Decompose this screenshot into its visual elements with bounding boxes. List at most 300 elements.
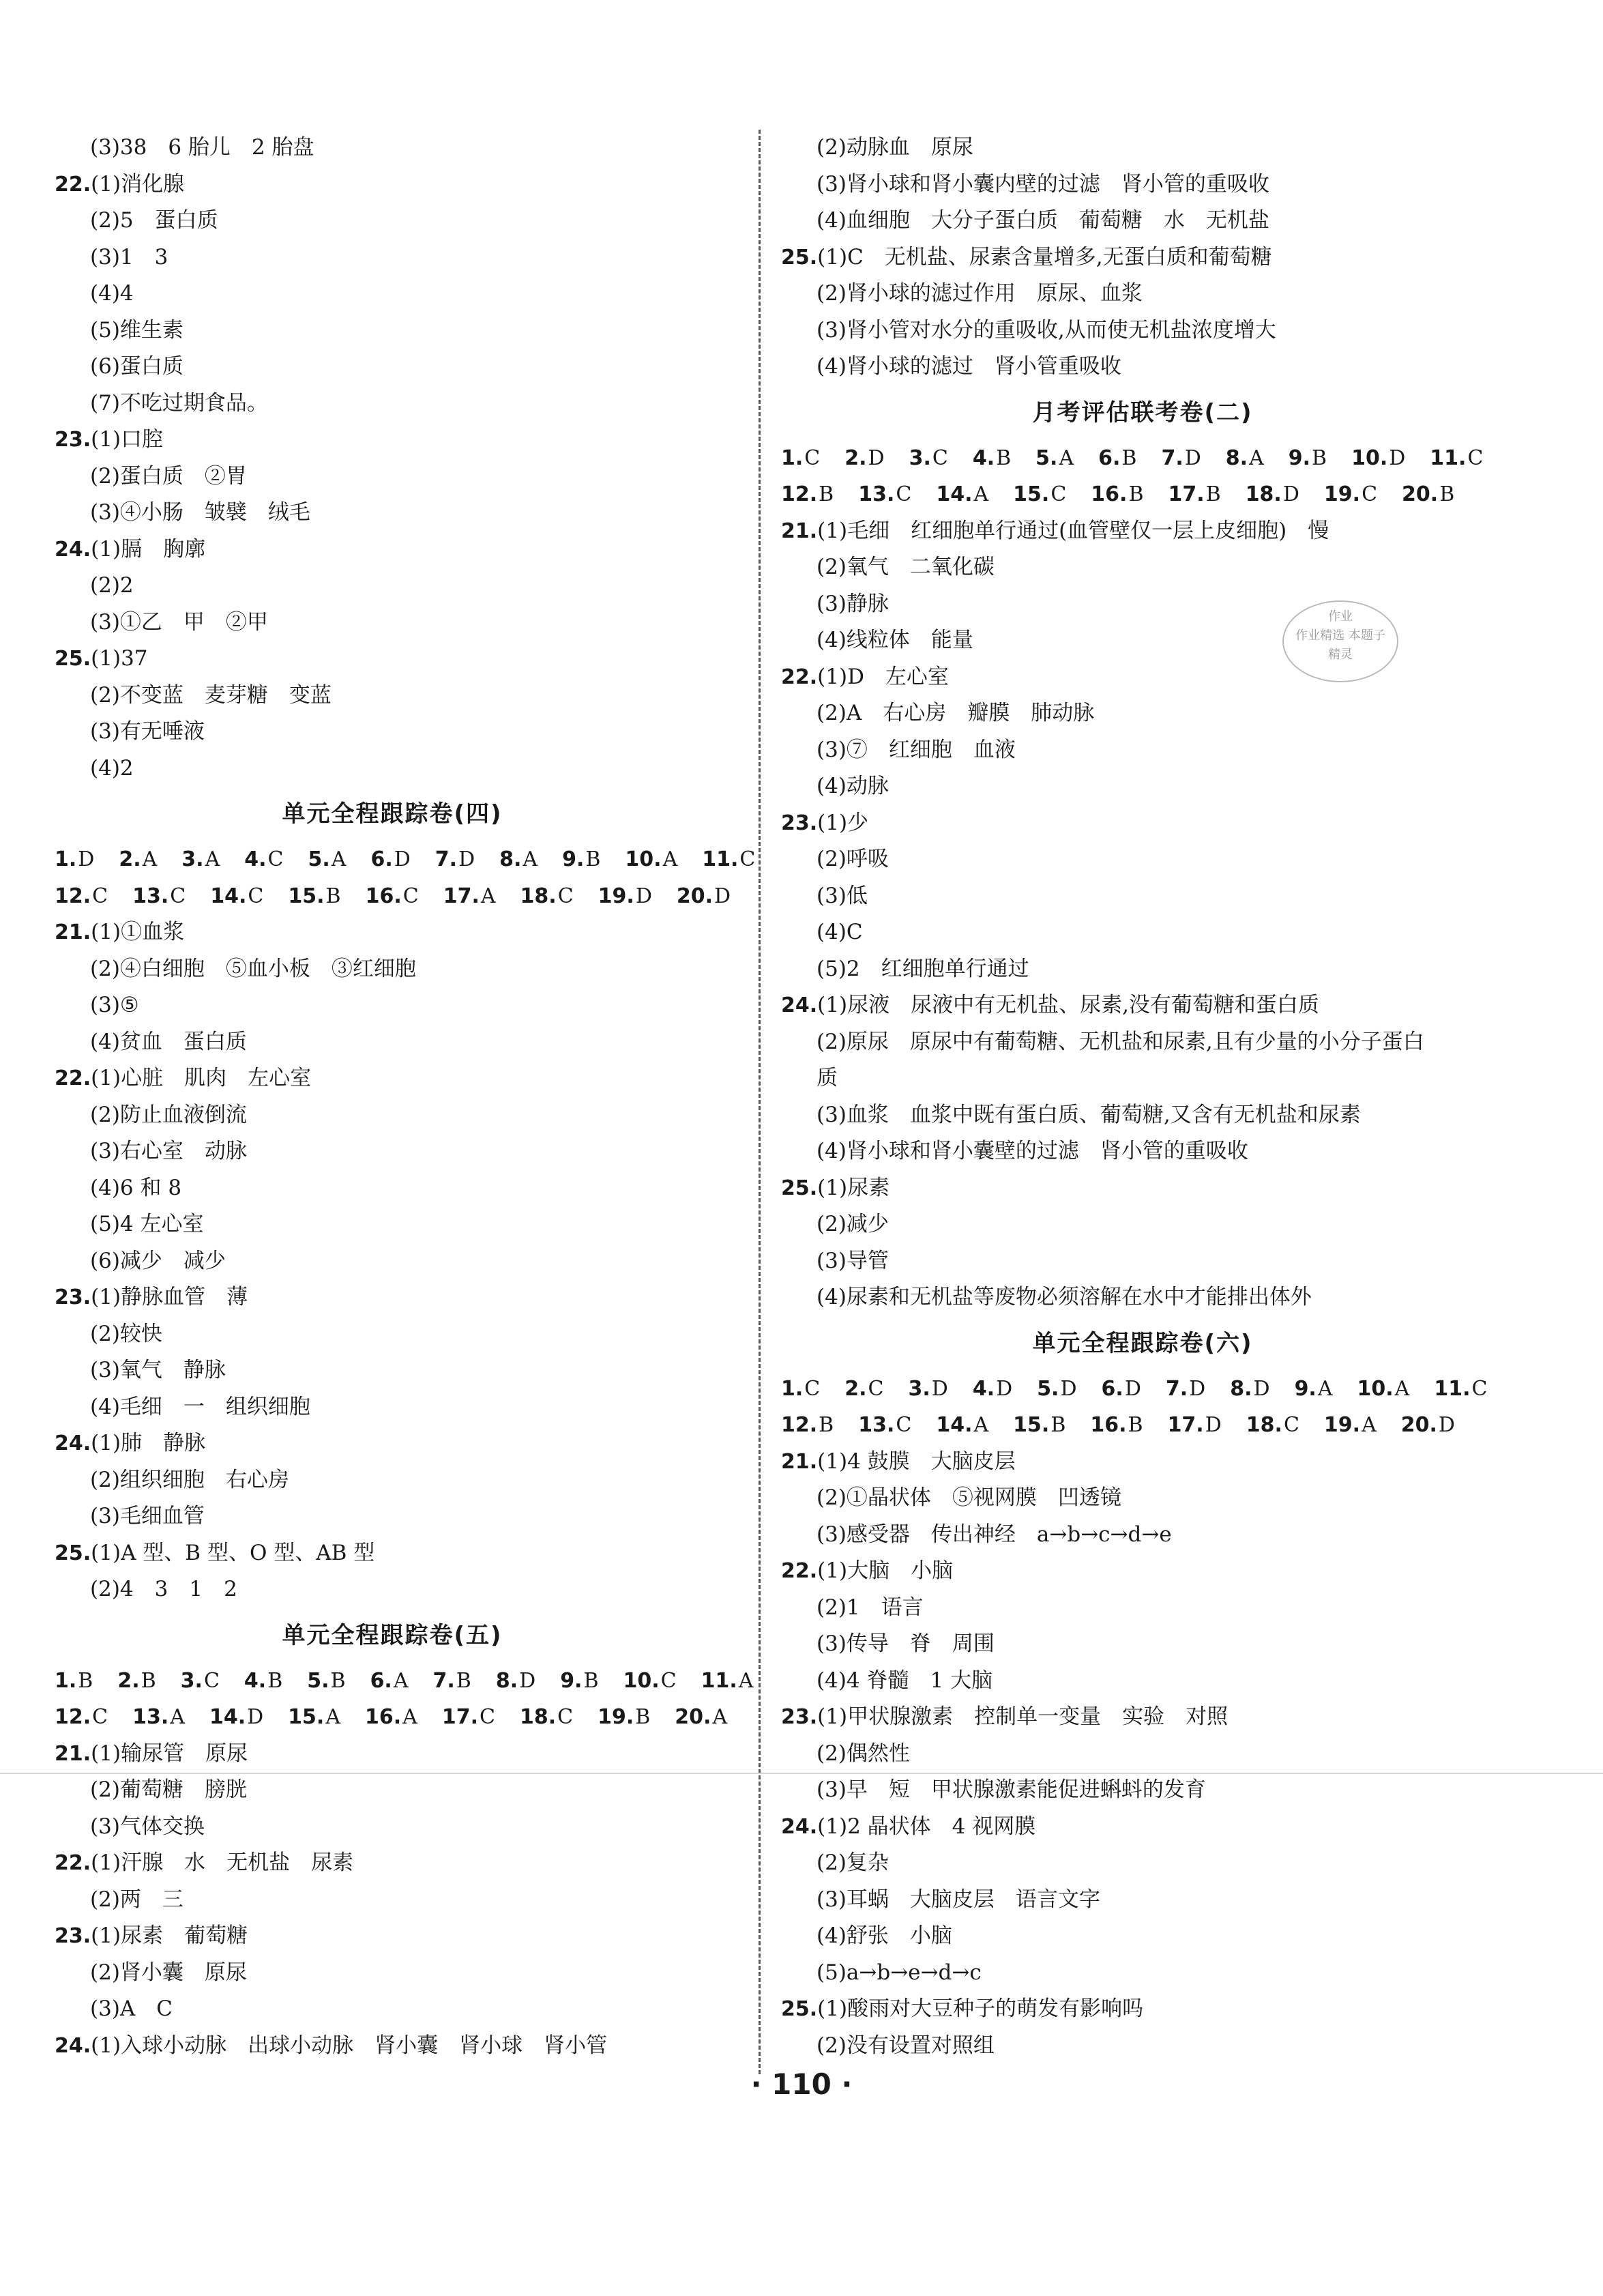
answer-line: (2)①晶状体 ⑤视网膜 凹透镜 — [817, 1485, 1121, 1510]
answer-text: (1)尿素 — [817, 1175, 890, 1200]
answer-line — [55, 914, 730, 951]
answer-line: (5)4 左心室 — [90, 1212, 204, 1236]
answer-line — [55, 1060, 730, 1097]
question-number: 4. — [972, 1376, 995, 1401]
answer-line: (4)6 和 8 — [90, 1175, 182, 1200]
answer-text: (1)汗腺 水 无机盐 尿素 — [91, 1850, 354, 1875]
multiple-choice-answers — [55, 1699, 730, 1736]
question-number: 4. — [244, 847, 267, 871]
question-number: 24. — [781, 993, 818, 1017]
question-number: 8. — [1225, 446, 1248, 470]
answer-line: (2)4 3 1 2 — [90, 1577, 237, 1601]
question-number: 18. — [519, 1705, 557, 1729]
question-number: 20. — [676, 884, 714, 908]
question-number: 8. — [495, 1668, 518, 1693]
answer-line: (2)较快 — [90, 1321, 162, 1346]
question-number: 22. — [55, 1851, 91, 1875]
question-number: 1. — [55, 1668, 77, 1693]
answer-line: (2)氧气 二氧化碳 — [817, 555, 995, 579]
question-number: 5. — [308, 847, 330, 871]
answer-letter: A — [712, 1705, 728, 1729]
answer-letter: B — [585, 847, 601, 871]
answer-letter: B — [267, 1668, 283, 1693]
answer-letter: C — [1362, 482, 1378, 506]
page-number: · 110 · — [750, 2067, 853, 2101]
answer-text: (1)消化腺 — [91, 171, 185, 197]
question-number: 24. — [55, 1432, 91, 1455]
answer-letter: C — [402, 884, 419, 908]
answer-letter: D — [394, 847, 411, 871]
answer-letter: C — [896, 1413, 912, 1437]
stamp-line-2: 作业精选 本题子 — [1295, 628, 1385, 643]
answer-letter: C — [170, 884, 186, 908]
answer-letter: D — [1253, 1376, 1270, 1401]
answer-letter: A — [973, 1413, 989, 1437]
question-number: 18. — [1245, 482, 1282, 506]
answer-letter: A — [170, 1705, 185, 1729]
answer-text: (1)膈 胸廓 — [91, 536, 206, 562]
question-number: 23. — [781, 811, 818, 835]
question-number: 22. — [781, 1559, 818, 1583]
question-number: 17. — [441, 1705, 478, 1729]
answer-line: (4)毛细 一 组织细胞 — [90, 1394, 310, 1419]
answer-line: (2)肾小球的滤过作用 原尿、血浆 — [817, 281, 1143, 306]
question-number: 24. — [55, 2033, 91, 2058]
answer-letter: C — [1050, 482, 1067, 506]
answer-text: (1)37 — [91, 646, 148, 671]
answer-line: (5)a→b→e→d→c — [817, 1960, 982, 1985]
answer-letter: A — [738, 1668, 754, 1693]
question-number: 6. — [1101, 1376, 1123, 1401]
answer-line: (4)C — [817, 920, 863, 944]
answer-line: (2)葡萄糖 膀胱 — [90, 1777, 247, 1802]
answer-letter: B — [330, 1668, 346, 1693]
answer-line: (3)右心室 动脉 — [90, 1139, 247, 1163]
section-title: 单元全程跟踪卷(六) — [1032, 1329, 1253, 1357]
answer-letter: A — [973, 482, 989, 506]
answer-letter: D — [635, 884, 652, 908]
answer-letter: D — [1282, 482, 1299, 506]
answer-line: (2)1 语言 — [817, 1595, 924, 1620]
question-number: 15. — [1013, 482, 1050, 506]
section-title: 单元全程跟踪卷(四) — [282, 800, 503, 828]
answer-letter: D — [1189, 1376, 1206, 1401]
question-number: 12. — [781, 482, 818, 506]
question-number: 3. — [908, 1376, 930, 1401]
answer-line — [55, 1845, 730, 1882]
answer-letter: C — [1283, 1413, 1299, 1437]
answer-text: (1)甲状腺激素 控制单一变量 实验 对照 — [817, 1704, 1229, 1729]
answer-text: (1)①血浆 — [91, 920, 185, 944]
answer-line: (3)血浆 血浆中既有蛋白质、葡萄糖,又含有无机盐和尿素 — [817, 1102, 1361, 1127]
answer-line — [781, 1444, 1504, 1481]
answer-letter: A — [325, 1705, 340, 1729]
question-number: 20. — [1400, 1413, 1437, 1437]
answer-text: (1)A 型、B 型、O 型、AB 型 — [91, 1540, 375, 1565]
answer-letter: C — [868, 1376, 884, 1401]
question-number: 14. — [936, 482, 973, 506]
answer-text: (1)尿液 尿液中有无机盐、尿素,没有葡萄糖和蛋白质 — [817, 993, 1319, 1017]
answer-line: (4)线粒体 能量 — [817, 628, 973, 652]
answer-letter: B — [456, 1668, 471, 1693]
answer-letter: D — [1184, 446, 1201, 470]
answer-letter: B — [1050, 1413, 1066, 1437]
question-number: 20. — [675, 1705, 711, 1729]
question-number: 2. — [119, 847, 141, 871]
stamp-line-1: 作业 — [1328, 609, 1353, 624]
question-number: 2. — [117, 1668, 140, 1693]
answer-letter: A — [205, 847, 220, 871]
question-number: 12. — [781, 1413, 818, 1437]
answer-letter: B — [1128, 482, 1144, 506]
question-number: 11. — [1434, 1376, 1471, 1401]
section-title: 月考评估联考卷(二) — [1032, 398, 1253, 426]
answer-line — [55, 1279, 730, 1316]
question-number: 16. — [1091, 482, 1128, 506]
question-number: 23. — [781, 1705, 818, 1729]
answer-letter: B — [141, 1668, 156, 1693]
answer-letter: A — [480, 884, 496, 908]
multiple-choice-answers — [55, 841, 756, 878]
answer-letter: D — [931, 1376, 948, 1401]
answer-letter: A — [142, 847, 158, 871]
question-number: 17. — [1168, 482, 1205, 506]
question-number: 22. — [55, 1066, 91, 1090]
question-number: 3. — [180, 1668, 203, 1693]
answer-line: (2)偶然性 — [817, 1741, 910, 1766]
answer-letter: C — [248, 884, 264, 908]
answer-line: (3)气体交换 — [90, 1814, 205, 1839]
answer-letter: D — [458, 847, 475, 871]
answer-letter: B — [996, 446, 1012, 470]
answer-line — [55, 1535, 730, 1572]
answer-line: (3)肾小球和肾小囊内壁的过滤 肾小管的重吸收 — [817, 171, 1269, 197]
question-number: 23. — [55, 1285, 91, 1309]
watermark-stamp — [1282, 600, 1398, 682]
question-number: 18. — [1246, 1413, 1282, 1437]
answer-line: (2)两 三 — [90, 1887, 183, 1912]
answer-line: (3)①乙 甲 ②甲 — [90, 609, 268, 635]
question-number: 15. — [1013, 1413, 1050, 1437]
answer-line — [55, 1918, 730, 1955]
answer-letter: B — [635, 1705, 651, 1729]
answer-line: (2)复杂 — [817, 1850, 889, 1875]
answer-letter: B — [583, 1668, 599, 1693]
answer-letter: B — [1312, 446, 1327, 470]
answer-line — [55, 422, 730, 459]
answer-letter: C — [203, 1668, 220, 1693]
question-number: 7. — [1165, 1376, 1188, 1401]
answer-line: (3)低 — [817, 883, 868, 908]
answer-line: (3)传导 脊 周围 — [817, 1631, 995, 1656]
answer-letter: A — [1059, 446, 1074, 470]
answer-line: (4)2 — [90, 755, 134, 781]
question-number: 20. — [1402, 482, 1439, 506]
answer-letter: B — [819, 1413, 834, 1437]
answer-line: (3)感受器 传出神经 a→b→c→d→e — [817, 1522, 1172, 1547]
question-number: 25. — [781, 1997, 818, 2021]
question-number: 2. — [844, 446, 867, 470]
page-fold-line — [0, 1773, 1603, 1774]
answer-line: (3)1 3 — [90, 244, 168, 270]
question-number: 8. — [499, 847, 522, 871]
answer-text: (1)2 晶状体 4 视网膜 — [817, 1814, 1036, 1839]
answer-line: (3)早 短 甲状腺激素能促进蝌蚪的发育 — [817, 1777, 1206, 1802]
answer-line — [781, 1170, 1504, 1207]
question-number: 13. — [858, 1413, 895, 1437]
question-number: 24. — [55, 537, 91, 562]
answer-letter: A — [523, 847, 538, 871]
answer-line: (5)维生素 — [90, 317, 183, 343]
answer-line — [55, 2028, 730, 2065]
question-number: 15. — [288, 1705, 325, 1729]
question-number: 5. — [1035, 446, 1058, 470]
answer-letter: B — [1439, 482, 1455, 506]
question-number: 24. — [781, 1814, 818, 1839]
answer-line: (2)减少 — [817, 1212, 889, 1236]
question-number: 19. — [598, 884, 634, 908]
answer-text: (1)肺 静脉 — [91, 1431, 206, 1455]
answer-letter: C — [896, 482, 912, 506]
question-number: 9. — [1294, 1376, 1317, 1401]
question-number: 14. — [936, 1413, 973, 1437]
answer-letter: D — [247, 1705, 264, 1729]
answer-line — [55, 1425, 730, 1462]
answer-letter: D — [996, 1376, 1013, 1401]
question-number: 2. — [844, 1376, 867, 1401]
answer-line: (2)原尿 原尿中有葡萄糖、无机盐和尿素,且有少量的小分子蛋白 — [817, 1029, 1424, 1054]
multiple-choice-answers — [781, 1371, 1504, 1408]
answer-text: (1)静脉血管 薄 — [91, 1285, 248, 1309]
answer-letter: C — [92, 884, 108, 908]
answer-letter: A — [1317, 1376, 1333, 1401]
answer-line: 质 — [817, 1066, 838, 1090]
answer-letter: C — [479, 1705, 495, 1729]
question-number: 7. — [432, 1668, 455, 1693]
question-number: 11. — [701, 1668, 737, 1693]
answer-line: (3)38 6 胎儿 2 胎盘 — [90, 135, 314, 160]
answer-line: (3)⑤ — [90, 993, 139, 1017]
question-number: 22. — [55, 172, 91, 197]
answer-line: (2)2 — [90, 573, 134, 598]
answer-text: (1)4 鼓膜 大脑皮层 — [817, 1449, 1016, 1474]
answer-line: (4)肾小球和肾小囊壁的过滤 肾小管的重吸收 — [817, 1139, 1248, 1163]
answer-letter: B — [1128, 1413, 1143, 1437]
answer-line: (2)动脉血 原尿 — [817, 135, 973, 160]
question-number: 10. — [1351, 446, 1388, 470]
question-number: 17. — [1167, 1413, 1204, 1437]
question-number: 11. — [1430, 446, 1467, 470]
answer-line — [781, 805, 1504, 842]
answer-line: (4)4 — [90, 281, 134, 306]
answer-line — [55, 532, 730, 568]
column-divider — [759, 130, 761, 2074]
question-number: 19. — [1323, 1413, 1361, 1437]
question-number: 4. — [972, 446, 995, 470]
answer-text: (1)入球小动脉 出球小动脉 肾小囊 肾小球 肾小管 — [91, 2033, 608, 2058]
answer-line: (6)减少 减少 — [90, 1248, 226, 1273]
question-number: 15. — [288, 884, 325, 908]
multiple-choice-answers — [781, 440, 1504, 477]
answer-line: (3)导管 — [817, 1248, 889, 1273]
question-number: 18. — [520, 884, 557, 908]
question-number: 1. — [55, 847, 77, 871]
answer-text: (1)大脑 小脑 — [817, 1558, 954, 1583]
question-number: 6. — [370, 847, 393, 871]
answer-line: (4)肾小球的滤过 肾小管重吸收 — [817, 354, 1121, 379]
answer-text: (1)心脏 肌肉 左心室 — [91, 1066, 312, 1090]
answer-letter: A — [1249, 446, 1264, 470]
answer-line — [781, 239, 1504, 276]
answer-line — [55, 166, 730, 203]
answer-line: (7)不吃过期食品。 — [90, 390, 268, 416]
answer-line: (3)氧气 静脉 — [90, 1358, 226, 1382]
answer-letter: B — [1121, 446, 1137, 470]
question-number: 7. — [435, 847, 458, 871]
answer-line: (4)尿素和无机盐等废物必须溶解在水中才能排出体外 — [817, 1285, 1312, 1309]
answer-line: (2)没有设置对照组 — [817, 2033, 995, 2058]
answer-letter: D — [1205, 1413, 1222, 1437]
answer-letter: A — [1362, 1413, 1377, 1437]
answer-line: (4)血细胞 大分子蛋白质 葡萄糖 水 无机盐 — [817, 208, 1269, 233]
question-number: 21. — [55, 1741, 91, 1766]
answer-line: (3)耳蜗 大脑皮层 语言文字 — [817, 1887, 1100, 1912]
stamp-line-3: 精灵 — [1328, 648, 1353, 662]
answer-line: (4)舒张 小脑 — [817, 1923, 952, 1948]
question-number: 16. — [365, 1705, 402, 1729]
question-number: 1. — [781, 1376, 804, 1401]
answer-line: (2)肾小囊 原尿 — [90, 1960, 247, 1985]
answer-text: (1)尿素 葡萄糖 — [91, 1923, 248, 1948]
answer-line — [781, 1699, 1504, 1736]
question-number: 13. — [132, 884, 169, 908]
answer-line: (3)④小肠 皱襞 绒毛 — [90, 500, 310, 525]
question-number: 5. — [307, 1668, 329, 1693]
question-number: 7. — [1161, 446, 1183, 470]
answer-line: (6)蛋白质 — [90, 354, 183, 379]
answer-letter: A — [1394, 1376, 1410, 1401]
answer-text: (1)C 无机盐、尿素含量增多,无蛋白质和葡萄糖 — [817, 244, 1272, 270]
question-number: 21. — [55, 920, 91, 944]
question-number: 17. — [443, 884, 480, 908]
answer-letter: C — [557, 884, 574, 908]
question-number: 14. — [210, 884, 247, 908]
question-number: 12. — [55, 884, 91, 908]
answer-line: (2)防止血液倒流 — [90, 1102, 247, 1127]
answer-letter: C — [932, 446, 948, 470]
answer-text: (1)少 — [817, 810, 869, 835]
answer-line: (2)组织细胞 右心房 — [90, 1467, 289, 1492]
answer-line: (3)静脉 — [817, 591, 889, 616]
answer-letter: C — [92, 1705, 108, 1729]
answer-line: (4)动脉 — [817, 774, 889, 798]
question-number: 22. — [781, 665, 818, 689]
answer-letter: A — [393, 1668, 409, 1693]
answer-line: (2)A 右心房 瓣膜 肺动脉 — [817, 701, 1095, 725]
multiple-choice-answers — [55, 1663, 754, 1700]
question-number: 25. — [55, 1541, 91, 1565]
question-number: 16. — [1090, 1413, 1127, 1437]
answer-letter: B — [819, 482, 834, 506]
answer-letter: C — [804, 446, 821, 470]
question-number: 11. — [702, 847, 739, 871]
answer-line — [55, 1736, 730, 1773]
answer-line: (2)不变蓝 麦芽糖 变蓝 — [90, 682, 332, 708]
answer-letter: A — [331, 847, 347, 871]
answer-line — [781, 1991, 1504, 2028]
question-number: 3. — [909, 446, 931, 470]
answer-line: (3)⑦ 红细胞 血液 — [817, 737, 1016, 762]
question-number: 9. — [1288, 446, 1311, 470]
answer-letter: C — [804, 1376, 821, 1401]
answer-letter: D — [1060, 1376, 1077, 1401]
question-number: 25. — [55, 647, 91, 671]
question-number: 14. — [209, 1705, 246, 1729]
question-number: 23. — [55, 428, 91, 452]
answer-text: (1)毛细 红细胞单行通过(血管壁仅一层上皮细胞) 慢 — [817, 518, 1329, 543]
answer-text: (1)D 左心室 — [817, 664, 949, 689]
answer-line — [55, 641, 730, 678]
answer-line: (5)2 红细胞单行通过 — [817, 956, 1029, 981]
question-number: 8. — [1230, 1376, 1252, 1401]
multiple-choice-answers — [55, 878, 730, 915]
question-number: 5. — [1037, 1376, 1059, 1401]
answer-line: (3)肾小管对水分的重吸收,从而使无机盐浓度增大 — [817, 317, 1276, 343]
question-number: 19. — [598, 1705, 634, 1729]
question-number: 6. — [370, 1668, 392, 1693]
answer-letter: A — [402, 1705, 417, 1729]
question-number: 21. — [781, 1449, 818, 1474]
question-number: 9. — [560, 1668, 583, 1693]
answer-letter: C — [739, 847, 756, 871]
answer-line — [781, 513, 1504, 550]
answer-letter: B — [78, 1668, 93, 1693]
answer-line — [781, 987, 1504, 1024]
answer-letter: D — [1389, 446, 1406, 470]
multiple-choice-answers — [781, 476, 1504, 513]
answer-line: (2)④白细胞 ⑤血小板 ③红细胞 — [90, 956, 416, 981]
answer-line: (3)有无唾液 — [90, 719, 205, 744]
question-number: 10. — [623, 1668, 660, 1693]
answer-letter: D — [714, 884, 731, 908]
answer-line: (3)A C — [90, 1996, 173, 2021]
question-number: 13. — [858, 482, 895, 506]
question-number: 19. — [1323, 482, 1361, 506]
section-title: 单元全程跟踪卷(五) — [282, 1621, 503, 1649]
question-number: 1. — [781, 446, 804, 470]
question-number: 13. — [132, 1705, 169, 1729]
question-number: 3. — [181, 847, 204, 871]
answer-line: (3)毛细血管 — [90, 1504, 205, 1528]
question-number: 10. — [625, 847, 662, 871]
answer-letter: D — [78, 847, 95, 871]
question-number: 4. — [244, 1668, 267, 1693]
answer-text: (1)酸雨对大豆种子的萌发有影响吗 — [817, 1996, 1144, 2021]
question-number: 9. — [562, 847, 585, 871]
answer-letter: D — [868, 446, 885, 470]
question-number: 21. — [781, 519, 818, 543]
answer-line: (4)贫血 蛋白质 — [90, 1029, 247, 1054]
answer-text: (1)口腔 — [91, 427, 164, 452]
question-number: 25. — [781, 1176, 818, 1200]
answer-letter: C — [557, 1705, 574, 1729]
answer-letter: D — [1438, 1413, 1455, 1437]
answer-text: (1)输尿管 原尿 — [91, 1741, 248, 1766]
answer-letter: D — [519, 1668, 536, 1693]
answer-letter: C — [1467, 446, 1484, 470]
question-number: 23. — [55, 1924, 91, 1948]
answer-line: (2)蛋白质 ②胃 — [90, 463, 247, 489]
